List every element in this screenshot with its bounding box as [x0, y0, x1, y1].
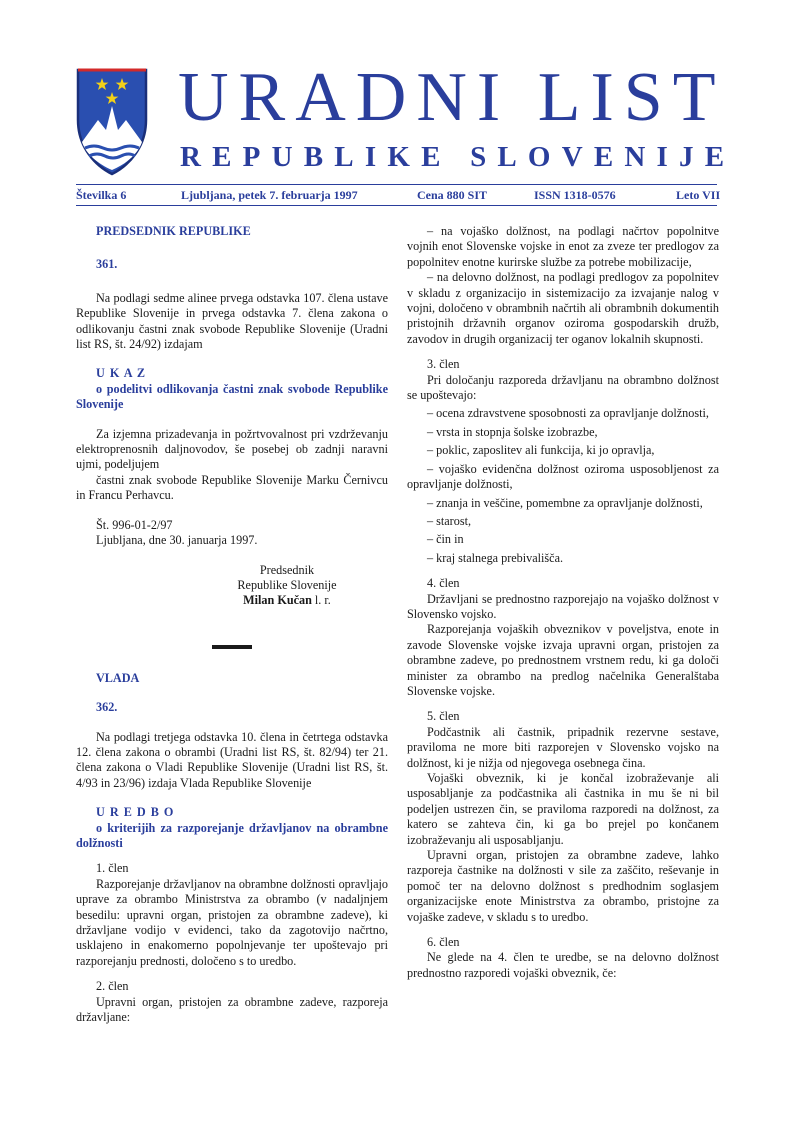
issn: ISSN 1318-0576 — [534, 188, 616, 202]
act-number: 362. — [96, 700, 118, 715]
decree-subtitle: o podelitvi odlikovanja častni znak svobode Republike Slovenije — [76, 381, 388, 412]
list-item: – kraj stalnega prebivališča. — [427, 550, 564, 565]
paragraph: Za izjemna prizadevanja in požrtvovalnost pri vzdrževanju elektroprenosnih daljnovodov, še posebej ob zadnji naravni ujmi, podeljujem — [76, 426, 388, 472]
paragraph: Državljani se prednostno razporejajo na vojaško dolžnost v Slovensko vojsko. — [407, 591, 719, 621]
signature-line: Republike Slovenije — [237, 577, 337, 592]
paragraph: Upravni organ, pristojen za obrambne zadeve, lahko razporeja častnike na dolžnosti v sile za zaščito, reševanje in pomoč ter na delovno dolžnost s predhodnim soglasjem organizacijske enote Ministrstva za obrambo, pristojne za vojaške zadeve, v skladu s to uredbo. — [407, 848, 719, 924]
article-heading: 2. člen — [96, 979, 129, 994]
signatory-name: Milan Kučan — [243, 593, 312, 608]
regulation-title: U R E D B O — [96, 805, 175, 820]
article-heading: 4. člen — [427, 576, 460, 591]
reference-number: Št. 996-01-2/97 — [96, 517, 173, 532]
left-column — [76, 224, 388, 1025]
paragraph: Upravni organ, pristojen za obrambne zadeve, razporeja državljane: — [76, 994, 388, 1025]
issue-place-date: Ljubljana, dne 30. januarja 1997. — [96, 533, 258, 548]
signature-block — [186, 563, 388, 609]
article-heading: 6. člen — [427, 935, 460, 950]
list-item: – znanja in veščine, pomembne za opravljanje dolžnosti, — [427, 495, 703, 510]
article-heading: 1. člen — [96, 861, 129, 876]
masthead-subtitle: REPUBLIKE SLOVENIJE — [180, 141, 736, 173]
section-heading: VLADA — [96, 670, 140, 685]
masthead-rule-top — [76, 184, 717, 185]
list-item: – vojaško evidenčna dolžnost oziroma usposobljenost za opravljanje dolžnosti, — [407, 461, 719, 492]
list-item: – čin in — [427, 532, 464, 547]
signature-suffix: l. r. — [311, 593, 331, 608]
right-column — [407, 224, 719, 981]
paragraph: Razporejanja vojaških obveznikov v poveljstva, enote in zavode Slovenske vojske izvaja upravni organ, pristojen za obrambne zadeve, po prednostnem vrstnem redu, ki ga določi minister za obrambo na predlog načelnika Generalštaba Slovenske vojske. — [407, 622, 719, 698]
decree-title: U K A Z — [96, 366, 147, 381]
paragraph: Ne glede na 4. člen te uredbe, se na delovno dolžnost prednostno razporedi vojaški obveznik, če: — [407, 950, 719, 980]
volume-year: Leto VII — [676, 188, 721, 202]
signature-line: Predsednik — [259, 562, 315, 577]
paragraph: Pri določanju razporeda državljanu na obrambno dolžnost se upoštevajo: — [407, 372, 719, 403]
issue-number: Številka 6 — [76, 188, 127, 202]
coat-of-arms-icon — [76, 68, 148, 176]
article-heading: 5. člen — [427, 709, 460, 724]
regulation-subtitle: o kriterijih za razporejanje državljanov na obrambne dolžnosti — [76, 820, 388, 850]
list-item: – ocena zdravstvene sposobnosti za opravljanje dolžnosti, — [427, 406, 709, 421]
paragraph: Na podlagi sedme alinee prvega odstavka 107. člena ustave Republike Slovenije in prvega odstavka 7. člena zakona o odlikovanju častni znak svobode Republike Slovenije (Uradni list RS, št. 24/92) izdajam — [76, 290, 388, 352]
list-paragraph: – na vojaško dolžnost, na podlagi načrtov popolnitve vojnih enot Slovenske vojske in enot za zveze ter predlogov za popolnitev enotne kurirske službe za potrebe mobilizacije, — [407, 224, 719, 269]
list-item: – poklic, zaposlitev ali funkcija, ki jo opravlja, — [427, 443, 655, 458]
paragraph: Podčastnik ali častnik, pripadnik rezervne sestave, praviloma ne more biti razporejen v Slovensko vojsko na dolžnost, ki je nižja od njegovega osebnega čina. — [407, 724, 719, 770]
article-heading: 3. člen — [427, 357, 460, 372]
list-paragraph: – na delovno dolžnost, na podlagi predlogov za popolnitev v skladu z organizacijo in sistemizacijo za izvajanje nalog v vojni, določeno v obrambnih načrtih ali obrambnih dokumentih pristojnih državnih organov oziroma gospodarskih družb, zavodov in drugih organizacij ter oganov lokalnih skupnosti. — [407, 270, 719, 346]
section-heading: PREDSEDNIK REPUBLIKE — [96, 224, 251, 238]
list-item: – vrsta in stopnja šolske izobrazbe, — [427, 424, 598, 439]
paragraph: Razporejanje državljanov na obrambne dolžnosti opravljajo uprave za obrambo Ministrstva za obrambo (v nadaljnjem besedilu: upravni organ, pristojen za obrambne zadeve), ki državljane vodijo v evidenci, tako da zagotovijo načrtno, usklajeno in enakomerno popolnjevanje ter upoštevajo pri razporejanju prednosti, določeno s to uredbo. — [76, 876, 388, 968]
list-item: – starost, — [427, 513, 472, 528]
masthead-rule-bottom — [76, 205, 717, 206]
issue-date: Ljubljana, petek 7. februarja 1997 — [181, 188, 358, 202]
issue-price: Cena 880 SIT — [417, 188, 488, 202]
paragraph: častni znak svobode Republike Slovenije Marku Černivcu in Francu Perhavcu. — [76, 472, 388, 503]
masthead-title: URADNI LIST — [178, 59, 726, 136]
act-number: 361. — [96, 257, 118, 272]
paragraph: Na podlagi tretjega odstavka 10. člena in četrtega odstavka 12. člena zakona o obrambi (Uradni list RS, št. 82/94) ter 21. člena zakona o Vladi Republike Slovenije (Uradni list RS, št. 4/93 in 23/96) izdaja Vlada Republike Slovenije — [76, 729, 388, 790]
paragraph: Vojaški obveznik, ki je končal izobraževanje ali usposabljanje za podčastnika ali častnika in mu še ni bil podeljen ustrezen čin, se praviloma razporedi na dolžnost, za katero se zahteva čin, ki ga bo prejel po končanem izobraževanju ali usposabljanju. — [407, 771, 719, 847]
